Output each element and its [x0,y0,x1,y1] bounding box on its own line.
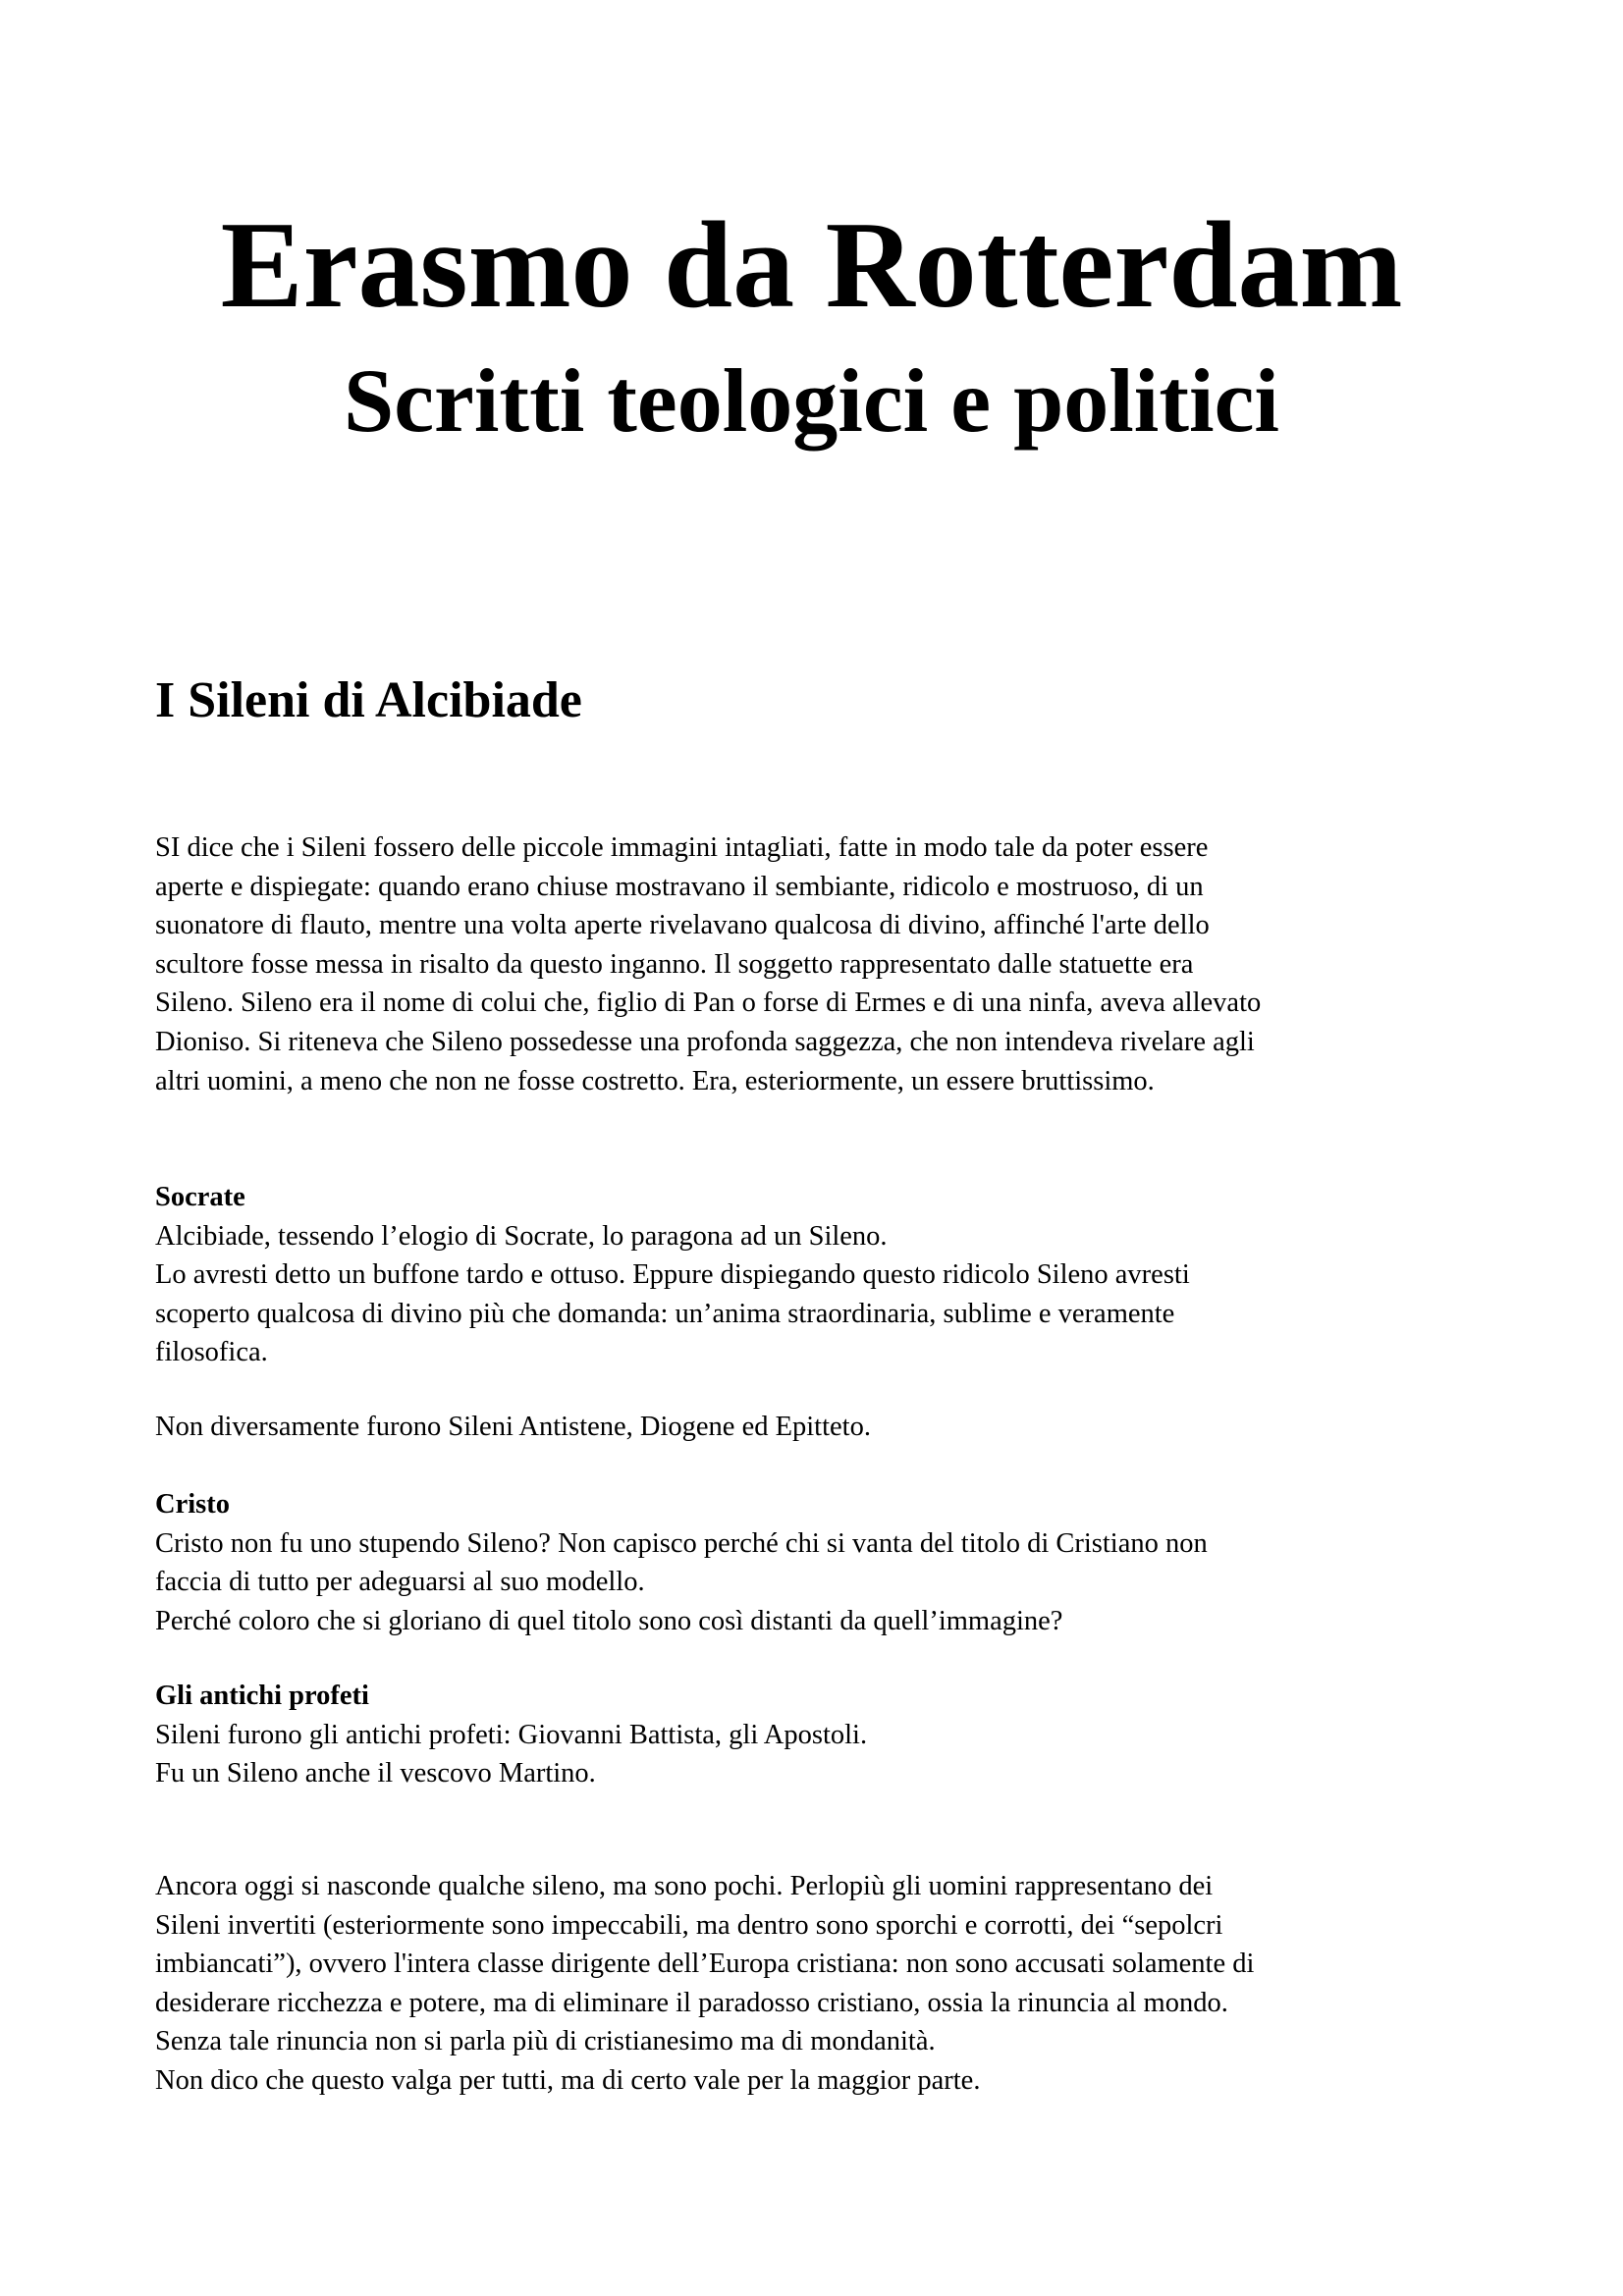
conclusion-line: Non dico che questo valga per tutti, ma di certo vale per la maggior parte. [155,2064,981,2096]
intro-line: SI dice che i Sileni fossero delle piccole immagini intagliati, fatte in modo tale da poter essere [155,832,1209,863]
socrate-line: filosofica. [155,1337,268,1368]
cristo-line: faccia di tutto per adeguarsi al suo modello. [155,1567,645,1598]
cristo-line: Cristo non fu uno stupendo Sileno? Non capisco perché chi si vanta del titolo di Cristiano non [155,1527,1208,1559]
cristo-line: Perché coloro che si gloriano di quel titolo sono così distanti da quell’immagine? [155,1605,1063,1636]
others-line: Non diversamente furono Sileni Antistene, Diogene ed Epitteto. [155,1412,871,1442]
conclusion-line: Ancora oggi si nasconde qualche sileno, ma sono pochi. Perlopiù gli uomini rappresentano dei [155,1871,1214,1901]
others-paragraph [155,1408,1471,1447]
intro-line: aperte e dispiegate: quando erano chiuse mostravano il sembiante, ridicolo e mostruoso, di un [155,871,1204,902]
socrate-line: scoperto qualcosa di divino più che domanda: un’anima straordinaria, sublime e veramente [155,1298,1175,1329]
profeti-line: Sileni furono gli antichi profeti: Giovanni Battista, gli Apostoli. [155,1719,868,1750]
intro-paragraph [155,828,1471,1100]
socrate-line: Alcibiade, tessendo l’elogio di Socrate, lo paragona ad un Sileno. [155,1220,888,1252]
socrate-line: Lo avresti detto un buffone tardo e ottuso. Eppure dispiegando questo ridicolo Sileno avresti [155,1259,1190,1291]
document-title: Erasmo da Rotterdam [220,197,1403,334]
intro-line: Dioniso. Si riteneva che Sileno possedesse una profonda saggezza, che non intendeva rivelare agli [155,1026,1255,1057]
profeti-heading: Gli antichi profeti [155,1681,369,1711]
profeti-section [155,1677,1471,1793]
profeti-line: Fu un Sileno anche il vescovo Martino. [155,1758,596,1789]
intro-line: Sileno. Sileno era il nome di colui che, figlio di Pan o forse di Ermes e di una ninfa, aveva allevato [155,988,1262,1019]
cristo-heading: Cristo [155,1489,230,1520]
socrate-section [155,1178,1471,1372]
conclusion-paragraph [155,1867,1471,2101]
socrate-heading: Socrate [155,1182,245,1212]
conclusion-line: desiderare ricchezza e potere, ma di eliminare il paradosso cristiano, ossia la rinuncia al mondo. [155,1987,1228,2018]
section-heading: I Sileni di Alcibiade [155,672,582,728]
intro-line: scultore fosse messa in risalto da questo inganno. Il soggetto rappresentato dalle statuette era [155,948,1194,980]
intro-line: suonatore di flauto, mentre una volta aperte rivelavano qualcosa di divino, affinché l'arte dello [155,910,1210,941]
cristo-section [155,1485,1471,1640]
document-subtitle: Scritti teologici e politici [344,350,1279,451]
conclusion-line: imbiancati”), ovvero l'intera classe dirigente dell’Europa cristiana: non sono accusati solamente di [155,1949,1255,1980]
conclusion-line: Senza tale rinuncia non si parla più di cristianesimo ma di mondanità. [155,2026,936,2057]
intro-line: altri uomini, a meno che non ne fosse costretto. Era, esteriormente, un essere bruttissimo. [155,1065,1155,1096]
conclusion-line: Sileni invertiti (esteriormente sono impeccabili, ma dentro sono sporchi e corrotti, dei “sepolcri [155,1909,1223,1941]
